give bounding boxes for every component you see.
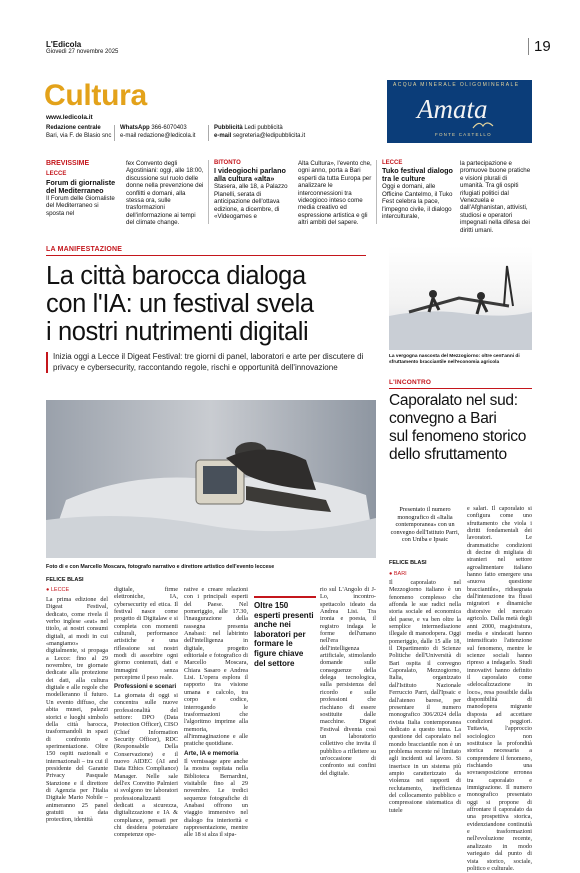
photo-caption: Foto di e con Marcello Moscara, fotografo narrativo e direttore artistico dell'evento leccese xyxy=(46,564,275,570)
main-body-col-2 xyxy=(114,586,178,839)
whatsapp-label: WhatsApp xyxy=(120,125,150,131)
main-headline[interactable] xyxy=(46,262,376,346)
ad-brand-logo: Amata xyxy=(417,94,488,124)
farmworkers-silhouette xyxy=(389,246,532,350)
pubblicita-label: Pubblicità xyxy=(214,125,243,131)
main-location xyxy=(46,587,69,593)
headline-line: i nostri nutrimenti digitali xyxy=(46,318,309,346)
body-text: rative e creare relazioni con i principali esperti del Paese. Nel pomeriggio, alle 17.30, l'inaugurazione della rassegna presenta Anabasi: nel labirinto dell'intelligenza in digitale, progetto editoriale e fotografico di Marcello Moscara, Chiara Sasaro e Andrea Lisi. L'opera esplora il rapporto tra visione umana e calcolo, tra corpo e codice, interrogando le trasformazioni che l'algoritmo imprime alla memoria, all'immaginazione e alle pratiche quotidiane. xyxy=(184,586,248,748)
location-text: LECCE xyxy=(50,587,70,593)
main-body-col-3 xyxy=(184,586,248,839)
pubblicita-name: Ledi pubblicità xyxy=(244,125,283,131)
section-title: Cultura xyxy=(44,79,147,112)
ad-tagline: ACQUA MINERALE OLIGOMINERALE xyxy=(393,82,520,88)
ad-subtitle: FONTE CASTELLO xyxy=(435,132,492,137)
brief-2-cont: Alta Cultura», l'evento che, ogni anno, porta a Bari esperti da tutta Europa per analizzare le interconnessioni tra videogioco inteso come media creativo ed espressione artistica e gli altri ambiti del sapere. xyxy=(298,160,372,227)
side-kicker: L'INCONTRO xyxy=(389,379,432,386)
pin-icon: ● xyxy=(389,571,394,577)
kicker-rule xyxy=(46,255,366,256)
headline-line: La città barocca dialoga xyxy=(46,262,306,290)
subheading: Professioni e scenari xyxy=(114,683,177,691)
briefs-label: BREVISSIME xyxy=(46,160,90,167)
contacts-bar xyxy=(46,125,376,145)
brief-2 xyxy=(214,160,292,226)
bird-icon xyxy=(473,120,493,132)
side-kicker-rule xyxy=(389,388,532,389)
brief-2-text: Stasera, alle 18, a Palazzo Planelli, serata di anticipazione dell'ottava edizione, a dicembre, di «Videogames e xyxy=(214,183,288,221)
issue-date: Giovedì 27 novembre 2025 xyxy=(46,49,119,55)
brief-1-title: Forum di giornaliste del Mediterraneo xyxy=(46,177,116,195)
brief-3-text: Oggi e domani, alle Officine Cantelmo, il Tuko Fest celebra la pace, l'impegno civile, il dialogo interculturale, xyxy=(382,183,453,221)
brief-divider xyxy=(376,160,377,224)
brief-2-kicker: BITONTO xyxy=(214,160,241,166)
side-deck: Presentato il numero monografico di «Italia contemporanea» con un convegno dell'Istituto Parri, con Uniba e Ipsaic xyxy=(390,506,460,543)
headline-line: Caporalato nel sud: xyxy=(389,392,518,409)
pull-quote: Oltre 150 esperti presenti anche nei laboratori per formare le figure chiave del settore xyxy=(254,596,316,668)
photo-illustration xyxy=(46,400,376,558)
headline-line: convegno a Bari xyxy=(389,410,497,427)
brief-2-title: I videogiochi parlano alla cultura «alta» xyxy=(214,166,286,184)
main-deck: Inizia oggi a Lecce il Digeat Festival: tre giorni di panel, laboratori e arte per discutere di privacy e cybersecurity, raccontando regole, rischi e opportunità dell'innovazione xyxy=(46,352,376,373)
location-text: BARI xyxy=(393,571,407,577)
brief-1-kicker: LECCE xyxy=(46,171,67,178)
headline-line: sul fenomeno storico xyxy=(389,428,527,445)
side-body-col-1: Il caporalato nel Mezzogiorno italiano è un fenomeno complesso che affonda le sue radici nella storia sociale ed economica del paese, e va ben oltre la semplice intermediazione illegale di manodopera. Oggi pomeriggio, dalle 15 alle 18, il Dipartimento di Scienze Politiche dell'Università di Bari ospita il convegno Caporalato, Mezzogiorno, Italia, organizzato dall'Istituto Nazionale Ferruccio Parri, dall'Ipsaic e dall'ateneo barese, per presentare il numero monografico 306/2024 della rivista Italia contemporanea dedicato a questo tema. La questione del caporalato nel mondo bracciantile non è un problema recente né limitato agli incidenti sul lavoro. Si inserisce in un sistema più ampio caratterizzato da violenza nei rapporti di reclutamento, inefficienza del collocamento pubblico e compressione sistematica di tutele xyxy=(389,580,461,814)
whatsapp-number[interactable]: 366-6070403 xyxy=(151,125,187,131)
brief-3-cont: la partecipazione e promuove buone pratiche e visioni plurali di umanità. Tra gli ospiti rifugiati politici dal Venezuela e dall'Afghanistan, attivisti, studiosi e operatori impegnati nella difesa dei diritti umani. xyxy=(460,160,531,234)
side-headline[interactable] xyxy=(389,392,532,464)
brief-3-title: Tuko festival dialogo tra le culture xyxy=(382,166,453,184)
redazione-label: Redazione centrale xyxy=(46,125,101,131)
body-text: Il vernissage apre anche la mostra ospitata nella Biblioteca Bernardini, visitabile fino al 29 novembre. Le tredici sequenze fotografiche di Anabasi offrono un viaggio immersivo nel dialogo fra interiorità e rappresentazione, mentre alle 18 si alza il sipa- xyxy=(184,757,248,839)
briefs-strip xyxy=(46,160,532,234)
redazione-address: Bari, via F. de Blasio snc xyxy=(46,132,112,139)
headline-line: dello sfruttamento xyxy=(389,446,507,463)
brief-1 xyxy=(46,160,116,226)
body-text: digitale, firme elettroniche, IA, cybersecurity ed etica. Il festival nasce come progetto di Digitalaw e si completa con momenti culturali, performance artistiche e una riflessione sui nostri modi di assorbire ogni giorno contenuti, dati e immagini senza percepirne il peso reale. xyxy=(114,586,178,682)
subheading: Arte, IA e memoria xyxy=(184,749,239,757)
side-photo-caption: La vergogna nascosta del Mezzogiorno: oltre cent'anni di sfruttamento bracciantile nell'economia agricola xyxy=(389,354,520,365)
site-link[interactable]: www.ledicola.it xyxy=(46,114,93,121)
main-photo xyxy=(46,400,376,558)
side-location xyxy=(389,571,407,577)
pin-icon: ● xyxy=(46,587,51,593)
brief-3-kicker: LECCE xyxy=(382,160,403,166)
redazione-email[interactable]: e-mail redazione@ledicola.it xyxy=(120,132,196,139)
advertisement-amata[interactable] xyxy=(387,80,532,143)
page-number: 19 xyxy=(528,38,551,55)
main-body-col-1: La prima edizione del Digeat Festival, dedicato, come rivela il verbo inglese «eat» nel titolo, ai nostri consumi digitali, ai modi in cui «mangiamo» digitalmente, si propaga a Lecce: fino al 29 novembre, tre giornate dedicate alla protezione dei dati, alla cultura digitale e alle regole che modelleranno il futuro. Un evento diffuso, che abita musei, palazzi storici e luoghi simbolo della città barocca, trasformandoli in spazi di confronto e sperimentazione. Oltre 150 ospiti nazionali e internazionali – tra cui il presidente del Garante Privacy Pasquale Stanzione e il direttore di Agenzia per l'Italia Digitale Mario Nobile – animeranno 25 panel gratuiti su data protection, identità xyxy=(46,596,108,824)
main-byline: FELICE BLASI xyxy=(46,577,84,583)
brief-divider xyxy=(208,160,209,224)
brief-1-text: Il Forum delle Giornaliste del Mediterraneo si sposta nel xyxy=(46,194,115,217)
side-body-col-2: e salari. Il caporalato si configura come uno sfruttamento che viola i diritti fondamentali dei lavoratori. Le drammatiche condizioni di decine di migliaia di stranieri nel settore agroalimentare italiano hanno fatto emergere una «nuova questione bracciantile», ridisegnata dall'interazione tra flussi migratori e dinamiche distorsive del mercato agricolo. Dalla metà degli anni 2000, magistratura, media e sindacati hanno intensificato l'attenzione sul fenomeno, mentre le scienze sociali hanno ripreso a indagarlo. Studi innovativi hanno definito il caporalato come «delocalizzazione in loco», resa possibile dalla disponibilità di manodopera migrante disposta ad accettare condizioni peggiori. Tuttavia, l'approccio sociologico non sostituisce la profondità storica necessaria a comprendere il fenomeno, rischiando una sovraesposizione erronea tra caporalato e immigrazione. Il numero monografico presentato oggi si propone di affrontare il caporalato da una prospettiva storica, evidenziandone continuità e trasformazioni nell'evoluzione recente, analizzato in modo variegato dal punto di vista storico, sociale, politico e culturale. xyxy=(467,506,532,872)
paper-name: L'Edicola xyxy=(46,40,82,49)
brief-3 xyxy=(382,160,454,226)
main-body-col-4: rio sul L'Angolo di J-Lo, incontro-spettacolo ideato da Andrea Lisi. Tra ironia e poesia, il registro indaga le forme dell'umano nell'era dell'intelligenza artificiale, stimolando domande sulle conseguenze della delega tecnologica, sulla persistenza del ricordo e sulle professioni che rischiano di essere sostituite dalle macchine. Digeat Festival diventa così un laboratorio collettivo che invita il pubblico a riflettere su un'occasione di confronto sui confini del digitale. xyxy=(320,586,376,777)
side-photo xyxy=(389,246,532,350)
segreteria-email[interactable]: segreteria@ledipubblicita.it xyxy=(233,132,306,139)
segreteria-email-label: e-mail xyxy=(214,132,232,139)
body-text: La giornata di oggi si concentra sulle nuove professionalità del settore: DPO (Data Protection Officer), CISO (Chief Information Security Officer), RDC (Responsabile Della Conservazione) e il nuovo AIDEC (AI and Data Ethics Compliance) Manager. Nelle sale dell'ex Convitto Palmieri si svolgono tre laboratori professionalizzanti dedicati a sicurezza, digitalizzazione e IA & compliance, pensati per chi desidera potenziare competenze ope- xyxy=(114,691,178,839)
headline-line: con l'IA: un festival svela xyxy=(46,290,314,318)
side-byline: FELICE BLASI xyxy=(389,560,427,566)
brief-1-cont: fex Convento degli Agostiniani: oggi, alle 18:00, discussione sul ruolo delle donne nella prevenzione dei conflitti e domani, alla stessa ora, sulle trasformazioni dell'informazione ai tempi del climate change. xyxy=(126,160,204,227)
main-kicker: LA MANIFESTAZIONE xyxy=(46,246,123,253)
